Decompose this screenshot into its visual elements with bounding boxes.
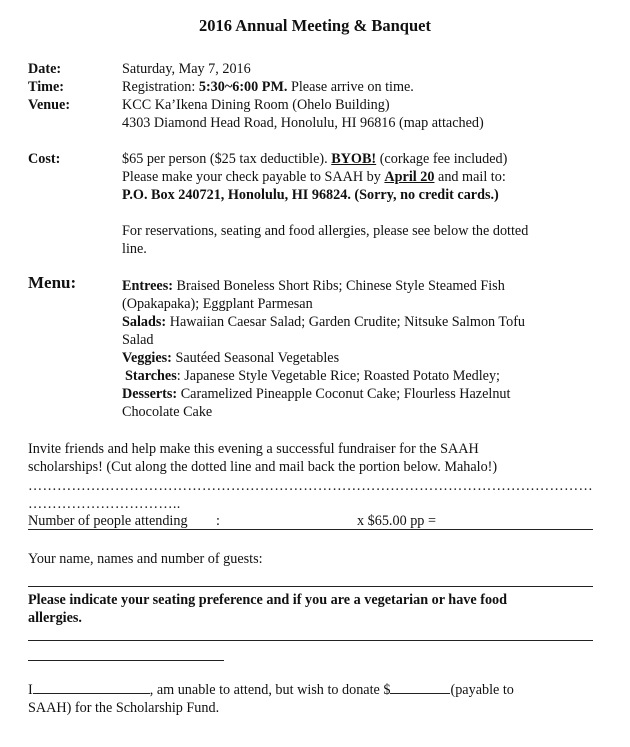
cost-price: $65 per person ($25 tax deductible).	[122, 151, 332, 167]
donate-payable: (payable to	[450, 682, 514, 698]
menu-veggies	[122, 349, 339, 367]
donation-amount-blank[interactable]	[390, 693, 450, 694]
desserts-label: Desserts:	[122, 386, 178, 402]
desserts-text: Caramelized Pineapple Coconut Cake; Flourless Hazelnut	[177, 386, 511, 402]
seating-line-1[interactable]	[28, 640, 593, 641]
date-value: Saturday, May 7, 2016	[122, 61, 251, 77]
byob-text: BYOB!	[331, 151, 377, 167]
entrees-text: Braised Boneless Short Ribs; Chinese Style Steamed Fish	[172, 278, 505, 294]
cost-label: Cost:	[28, 151, 61, 167]
attending-line[interactable]	[28, 529, 593, 530]
salads-text: Hawaiian Caesar Salad; Garden Crudite; Nitsuke Salmon Tofu	[166, 314, 526, 330]
names-line[interactable]	[28, 586, 593, 587]
cost-corkage: (corkage fee included)	[376, 151, 508, 167]
reservation-note-1: For reservations, seating and food allergies, please see below the dotted	[122, 223, 529, 239]
mailing-address: P.O. Box 240721, Honolulu, HI 96824. (Sorry, no credit cards.)	[122, 187, 499, 203]
time-range: 5:30~6:00 PM.	[198, 79, 288, 95]
time-label: Time:	[28, 79, 64, 95]
cut-line-end: …………………………..	[28, 496, 181, 512]
venue-label: Venue:	[28, 97, 71, 113]
donate-i: I	[28, 682, 33, 698]
menu-starches	[125, 367, 500, 385]
invite-line-1: Invite friends and help make this evening a successful fundraiser for the SAAH	[28, 441, 479, 457]
menu-salads-1	[122, 313, 525, 331]
seating-line-2[interactable]	[28, 660, 224, 661]
entrees-label: Entrees:	[122, 278, 173, 294]
venue-line-1: KCC Ka’Ikena Dining Room (Ohelo Building)	[122, 97, 390, 113]
page-title: 2016 Annual Meeting & Banquet	[199, 16, 431, 35]
veggies-label: Veggies:	[122, 350, 172, 366]
cost-payable: Please make your check payable to SAAH by	[122, 169, 385, 185]
venue-line-2: 4303 Diamond Head Road, Honolulu, HI 96816 (map attached)	[122, 115, 484, 131]
cut-line: ………………………………………………………………………………………………………	[28, 478, 593, 494]
menu-label: Menu:	[28, 273, 77, 292]
seating-prompt-1: Please indicate your seating preference and if you are a vegetarian or have food	[28, 592, 508, 608]
salads-label: Salads:	[122, 314, 167, 330]
donor-name-blank[interactable]	[33, 693, 150, 694]
invite-line-2: scholarships! (Cut along the dotted line and mail back the portion below. Mahalo!)	[28, 459, 498, 475]
cost-line-2	[122, 168, 506, 186]
cost-line-1	[122, 150, 507, 168]
menu-desserts-1	[122, 385, 510, 403]
menu-salads-2: Salad	[122, 332, 154, 348]
donate-text: , am unable to attend, but wish to donate $	[149, 682, 391, 698]
names-label: Your name, names and number of guests:	[28, 551, 263, 567]
deadline-date: April 20	[384, 169, 435, 185]
time-suffix: Please arrive on time.	[287, 79, 414, 95]
seating-prompt-2: allergies.	[28, 610, 82, 626]
time-value	[122, 78, 414, 96]
menu-entrees-2: (Opakapaka); Eggplant Parmesan	[122, 296, 313, 312]
reservation-note-2: line.	[122, 241, 147, 257]
donate-line-2: SAAH) for the Scholarship Fund.	[28, 700, 220, 716]
veggies-text: Sautéed Seasonal Vegetables	[171, 350, 340, 366]
menu-entrees-1	[122, 277, 505, 295]
date-label: Date:	[28, 61, 62, 77]
cost-mail-to: and mail to:	[434, 169, 506, 185]
price-per-person: x $65.00 pp =	[357, 513, 436, 529]
attending-colon: :	[216, 513, 220, 529]
menu-desserts-2: Chocolate Cake	[122, 404, 213, 420]
time-prefix: Registration:	[122, 79, 199, 95]
starches-label: Starches	[125, 368, 177, 384]
starches-text: : Japanese Style Vegetable Rice; Roasted Potato Medley;	[176, 368, 500, 384]
attending-label: Number of people attending	[28, 513, 188, 529]
donate-line-1	[28, 681, 514, 699]
